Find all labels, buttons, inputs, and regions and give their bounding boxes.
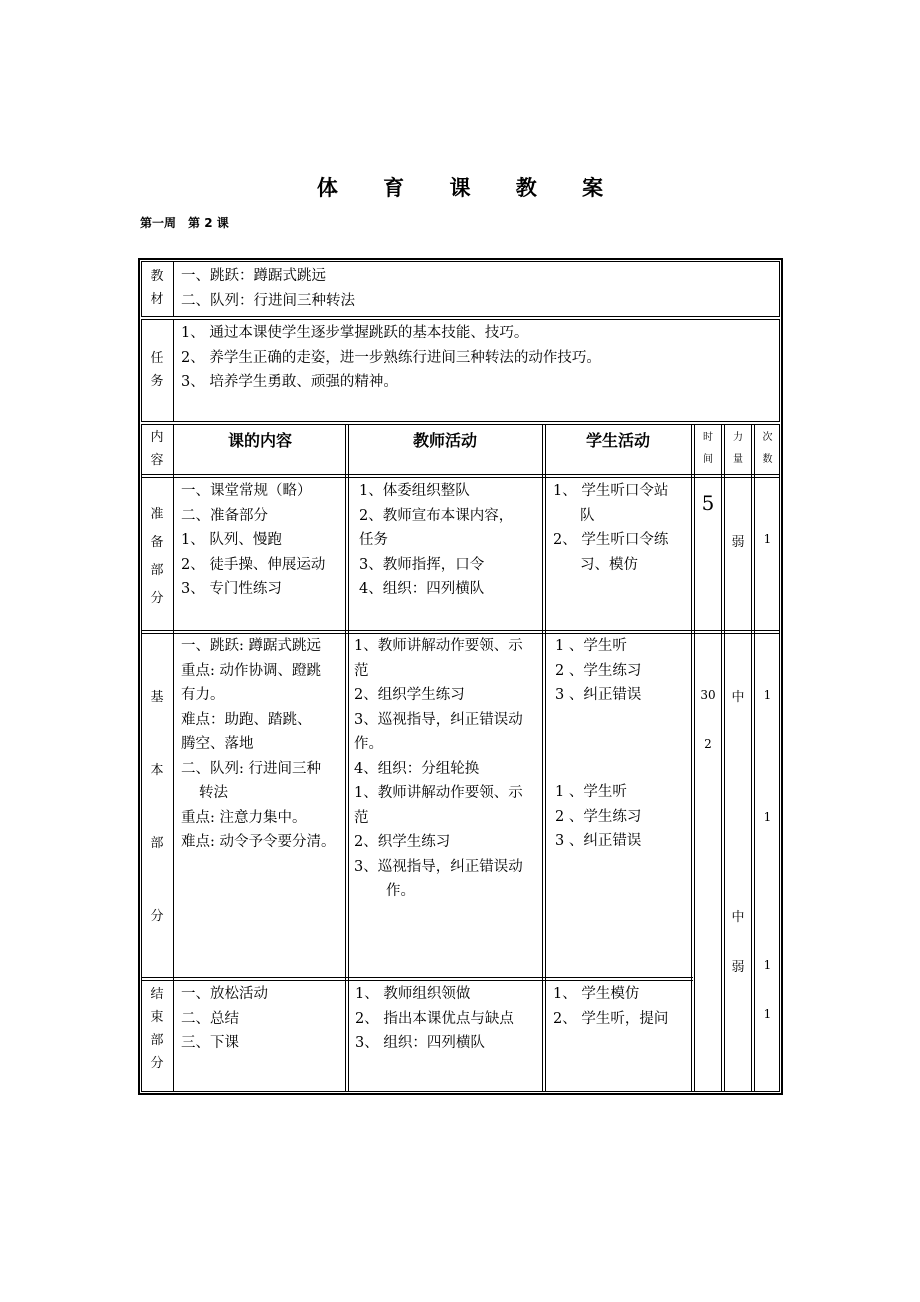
main-label: 基 本 部 分 (150, 690, 164, 924)
divider (721, 424, 722, 1092)
teacher-line: 作。 (386, 883, 415, 899)
content-line: 腾空、落地 (181, 736, 254, 752)
teacher-line: 任务 (359, 532, 388, 548)
header-content-label: 内 容 (150, 430, 164, 468)
student-line: 1、 学生模仿 (553, 986, 640, 1002)
prep-intensity: 弱 (731, 535, 745, 550)
content-line: 一、课堂常规（略） (181, 483, 312, 499)
teacher-line: 4、组织：分组轮换 (354, 760, 480, 777)
main-count-a: 1 (763, 688, 772, 702)
content-line: 一、放松活动 (181, 986, 268, 1002)
page-title: 体 育 课 教 案 (316, 176, 623, 200)
teacher-line: 2、组织学生练习 (354, 687, 465, 703)
prep-label: 准 备 部 分 (150, 507, 164, 606)
main-count-d: 1 (763, 1007, 772, 1021)
divider (141, 630, 780, 631)
divider (141, 977, 693, 978)
main-time-a: 30 (700, 688, 716, 702)
main-content (181, 634, 336, 855)
content-line: 重点: 动作协调、蹬跳 (181, 662, 321, 679)
materials-label: 教 材 (150, 269, 164, 307)
teacher-line: 3、教师指挥，口令 (359, 556, 485, 573)
content-line: 2、 徒手操、伸展运动 (181, 556, 326, 573)
divider (173, 319, 174, 422)
header-student-activity: 学生活动 (585, 431, 650, 450)
student-line: 队 (580, 507, 595, 524)
content-line: 重点: 注意力集中。 (181, 809, 307, 826)
teacher-line: 2、教师宣布本课内容， (359, 507, 514, 524)
teacher-line: 4、组织：四列横队 (359, 581, 485, 597)
teacher-line: 2、 指出本课优点与缺点 (355, 1010, 514, 1027)
materials-list (181, 264, 355, 313)
student-line: 2、 学生听口令练 (553, 532, 669, 548)
main-intensity-c: 弱 (731, 960, 745, 975)
divider (141, 980, 693, 981)
divider (694, 424, 695, 1092)
prep-time: 5 (701, 491, 715, 515)
teacher-line: 3、 组织：四列横队 (355, 1035, 485, 1051)
content-line: 3、 专门性练习 (181, 581, 282, 597)
student-line: 习、模仿 (580, 556, 638, 573)
prep-teacher (359, 479, 513, 602)
content-line: 二、准备部分 (181, 507, 268, 524)
week-label: 第一周 (140, 216, 177, 230)
main-count-c: 1 (763, 958, 772, 972)
student-line: 3 、纠正错误 (555, 687, 642, 703)
divider (751, 424, 752, 1092)
teacher-line: 1、教师讲解动作要领、示 (354, 638, 523, 654)
main-student-b (555, 780, 641, 854)
teacher-line: 范 (354, 809, 369, 826)
content-line: 1、 队列、慢跑 (181, 532, 282, 548)
end-label: 结 束 部 分 (150, 987, 164, 1071)
prep-student (553, 479, 668, 577)
task-item: 1、 通过本课使学生逐步掌握跳跃的基本技能、技巧。 (181, 325, 529, 341)
content-line: 一、跳跃: 蹲踞式跳远 (181, 638, 321, 654)
divider (348, 424, 349, 1092)
student-line: 3 、纠正错误 (555, 833, 642, 849)
main-time-b: 2 (704, 737, 712, 751)
divider (724, 424, 725, 1092)
student-line: 1 、学生听 (555, 784, 627, 800)
divider (345, 424, 346, 1092)
content-line: 有力。 (181, 687, 225, 703)
main-student-a (555, 634, 641, 708)
teacher-line: 1、体委组织整队 (359, 483, 470, 499)
main-count-b: 1 (763, 810, 772, 824)
divider (141, 474, 780, 475)
student-line: 1、 学生听口令站 (553, 483, 669, 499)
end-teacher (355, 982, 514, 1056)
task-item: 2、 养学生正确的走姿，进一步熟练行进间三种转法的动作技巧。 (181, 349, 601, 366)
teacher-line: 2、织学生练习 (354, 834, 451, 850)
divider (691, 424, 692, 1092)
divider (173, 424, 174, 1092)
header-intensity: 力 量 (733, 432, 743, 465)
material-item: 二、队列：行进间三种转法 (181, 292, 355, 309)
content-line: 难点: 动令予令要分清。 (181, 834, 336, 850)
end-student (553, 982, 668, 1031)
divider (173, 261, 174, 317)
tasks-label: 任 务 (150, 351, 164, 389)
main-teacher (354, 634, 523, 904)
content-line: 二、总结 (181, 1010, 239, 1027)
divider (141, 477, 780, 478)
content-line: 难点：助跑、踏跳、 (181, 711, 312, 728)
material-item: 一、跳跃：蹲踞式跳远 (181, 268, 326, 284)
end-content (181, 982, 268, 1056)
teacher-line: 3、巡视指导，纠正错误动 (354, 711, 523, 728)
content-line: 转法 (199, 785, 228, 801)
student-line: 2 、学生练习 (555, 662, 642, 679)
prep-count: 1 (763, 532, 772, 546)
lesson-label: 第 2 课 (188, 216, 229, 230)
task-item: 3、 培养学生勇敢、顽强的精神。 (181, 374, 398, 390)
header-teacher-activity: 教师活动 (412, 431, 477, 450)
main-intensity-a: 中 (731, 690, 745, 705)
teacher-line: 3、巡视指导，纠正错误动 (354, 858, 523, 875)
divider (754, 424, 755, 1092)
divider (545, 424, 546, 1092)
header-time: 时 间 (703, 432, 713, 465)
prep-content (181, 479, 325, 602)
header-count: 次 数 (762, 432, 773, 465)
main-intensity-b: 中 (731, 910, 745, 925)
divider (542, 424, 543, 1092)
student-line: 2、 学生听，提问 (553, 1010, 669, 1027)
header-lesson-content: 课的内容 (227, 431, 292, 450)
content-line: 二、队列: 行进间三种 (181, 760, 321, 777)
teacher-line: 1、 教师组织领做 (355, 986, 471, 1002)
lesson-subtitle (140, 214, 241, 231)
teacher-line: 范 (354, 662, 369, 679)
teacher-line: 1、教师讲解动作要领、示 (354, 785, 523, 801)
student-line: 1 、学生听 (555, 638, 627, 654)
teacher-line: 作。 (354, 736, 383, 752)
student-line: 2 、学生练习 (555, 808, 642, 825)
tasks-list (181, 321, 601, 395)
content-line: 三、下课 (181, 1035, 239, 1051)
